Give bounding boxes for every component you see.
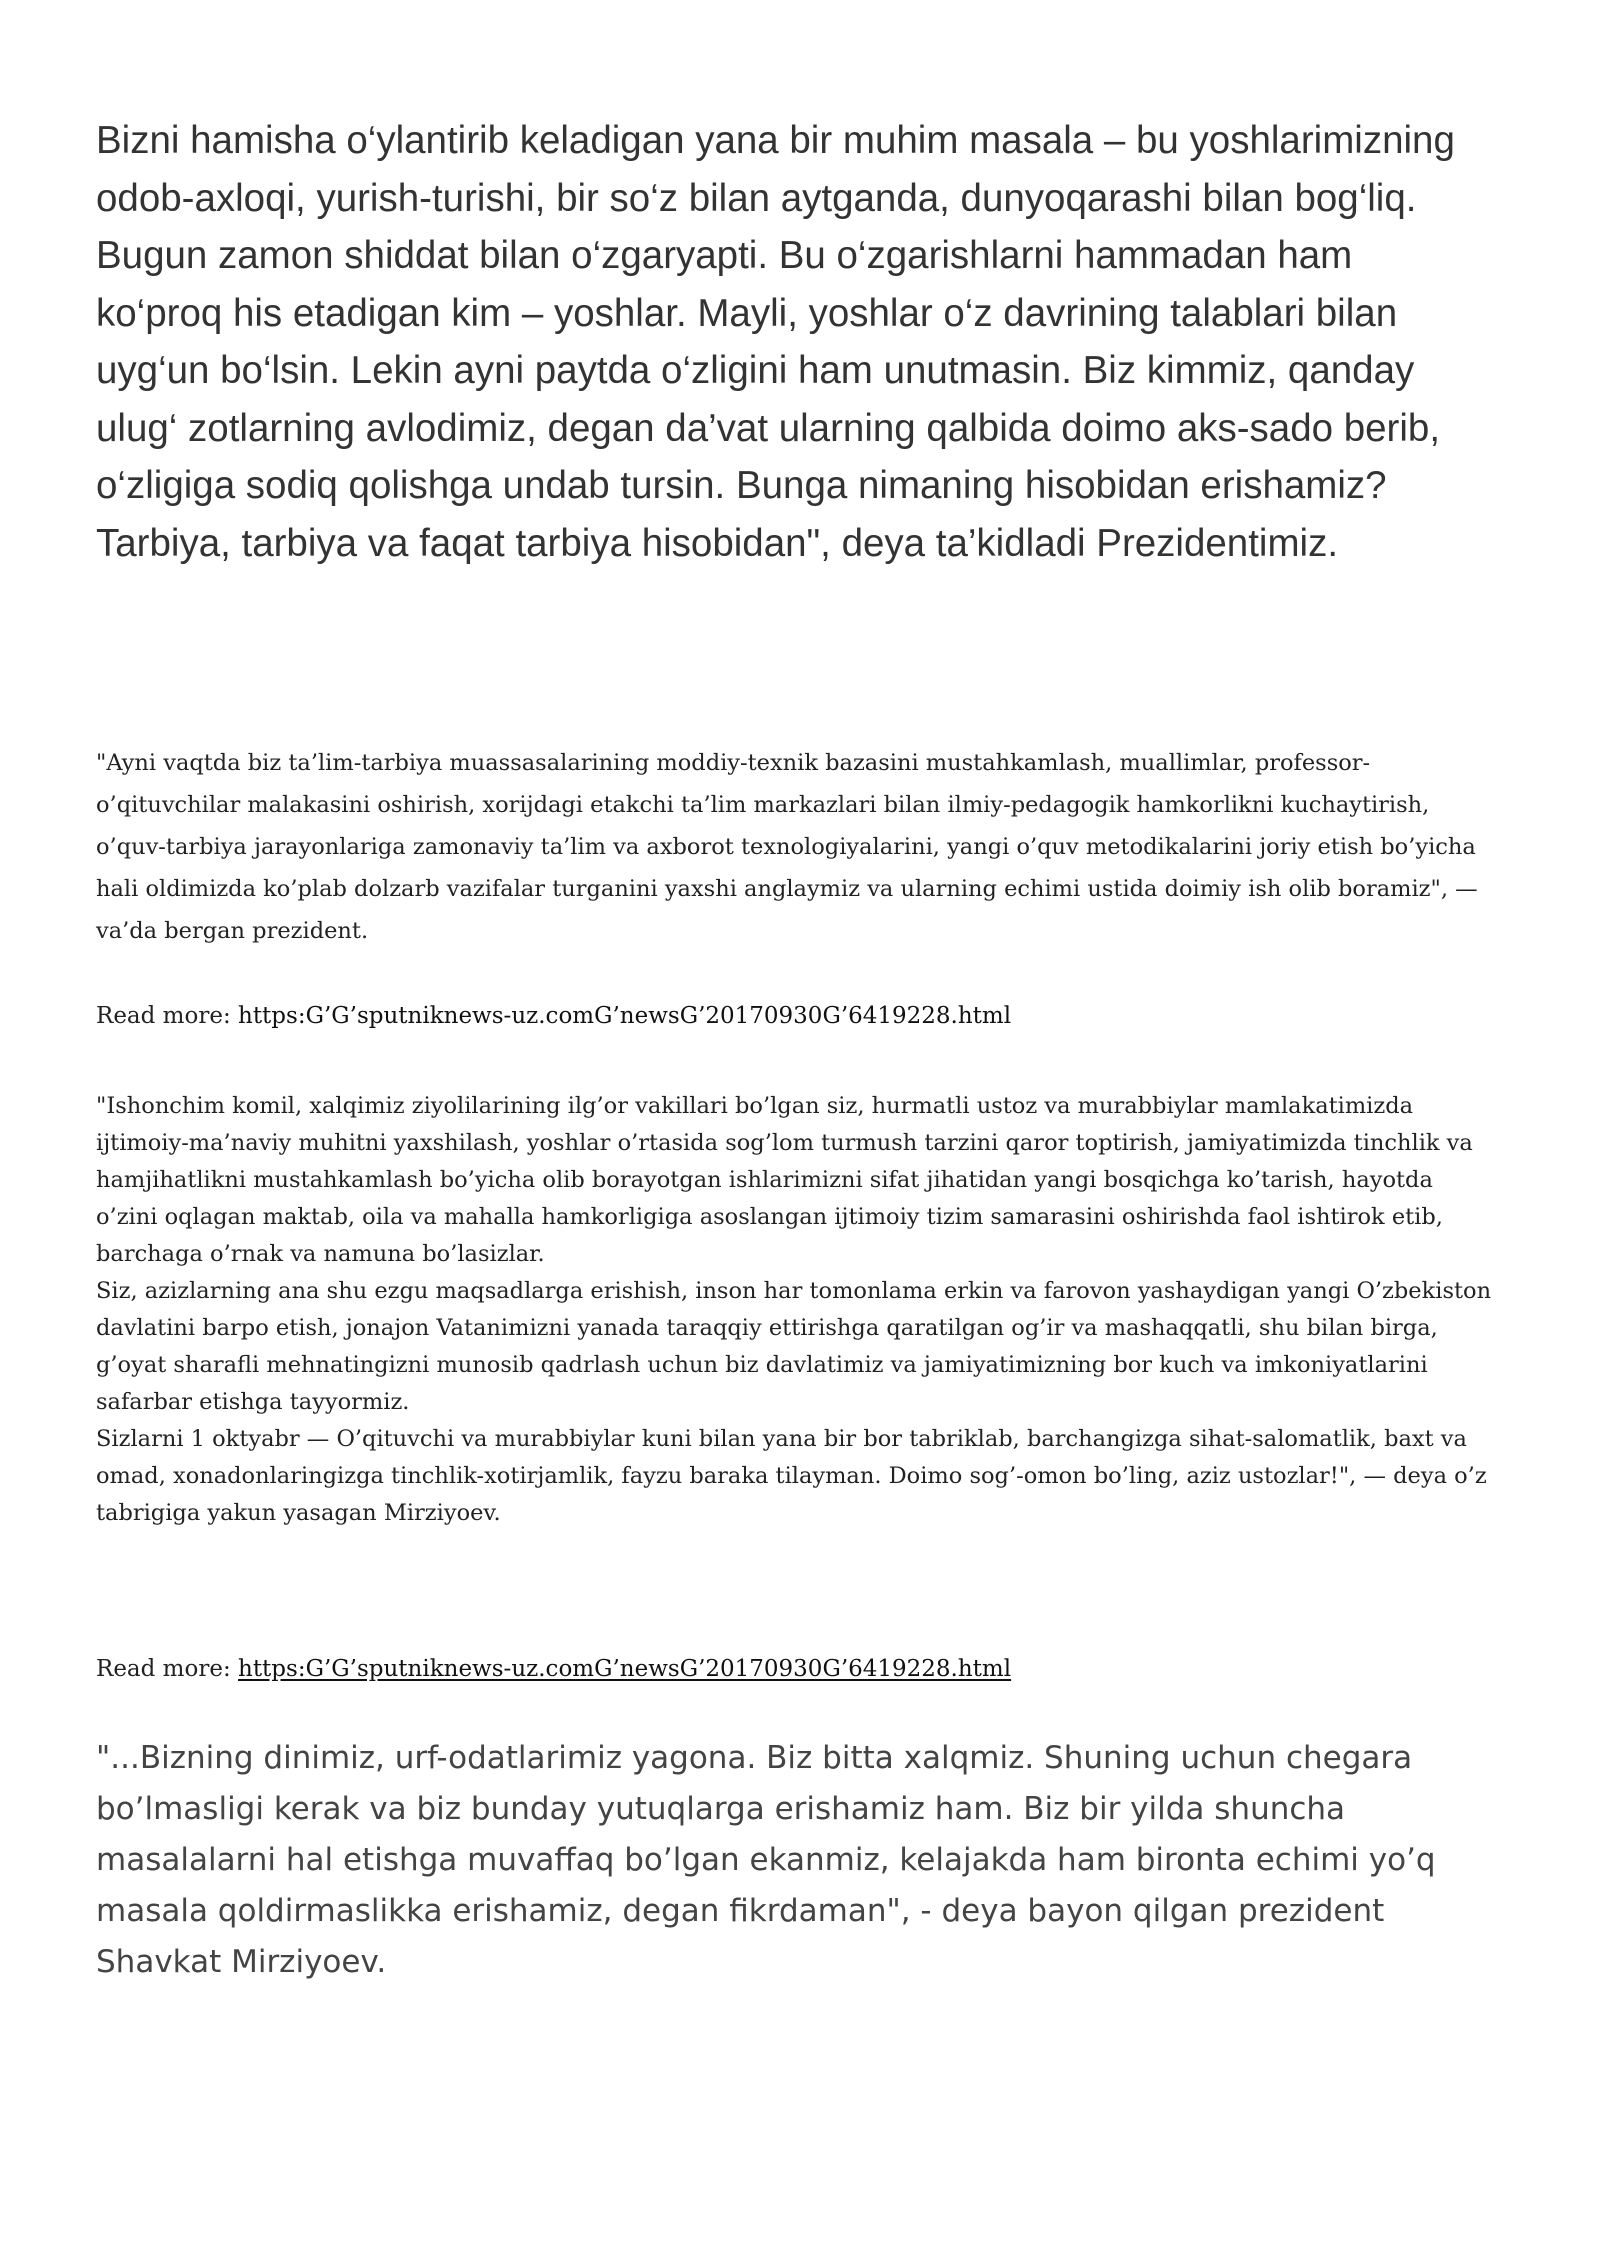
paragraph-education-tasks: "Ayni vaqtda biz ta’lim-tarbiya muassasalarining moddiy-texnik bazasini mustahkamlash, muallimlar, professor-o’qituvchilar malakasini oshirish, xorijdagi etakchi ta’lim markazlari bilan ilmiy-pedagogik hamkorlikni kuchaytirish, o’quv-tarbiya jarayonlariga zamonaviy ta’lim va axborot texnologiyalarini, yangi o’quv metodikalarini joriy etish bo’yicha hali oldimizda ko’plab dolzarb vazifalar turganini yaxshi anglaymiz va ularning echimi ustida doimiy ish olib boramiz", — va’da bergan prezident. bbox=[96, 750, 1478, 944]
greeting-part-3: Sizlarni 1 oktyabr — O’qituvchi va murabbiylar kuni bilan yana bir bor tabriklab, barchangizga sihat-salomatlik, baxt va omad, xonadonlaringizga tinchlik-xotirjamlik, fayzu baraka tilayman. Doimo sog’-omon bo’ling, aziz ustozlar!", — deya o’z tabrigiga yakun yasagan Mirziyoev. bbox=[96, 1426, 1487, 1526]
read-more-label: Read more: bbox=[96, 1656, 238, 1682]
read-more-line-underlined bbox=[96, 1651, 1476, 1687]
greeting-part-2: Siz, azizlarning ana shu ezgu maqsadlarga erishish, inson har tomonlama erkin va farovon yashaydigan yangi O’zbekiston davlatini barpo etish, jonajon Vatanimizni yanada taraqqiy ettirishga qaratilgan og’ir va mashaqqatli, shu bilan birga, g’oyat sharafli mehnatingizni munosib qadrlash uchun biz davlatimiz va jamiyatimizning bor kuch va imkoniyatlarini safarbar etishga tayyormiz. bbox=[96, 1278, 1492, 1415]
paragraph-unity-quote: "...Bizning dinimiz, urf-odatlarimiz yagona. Biz bitta xalqmiz. Shuning uchun chegara bo’lmasligi kerak va biz bunday yutuqlarga erishamiz ham. Biz bir yilda shuncha masalalarni hal etishga muvaffaq bo’lgan ekanmiz, kelajakda ham bironta echimi yo’q masala qoldirmaslikka erishamiz, degan fikrdaman", - deya bayon qilgan prezident Shavkat Mirziyoev. bbox=[96, 1740, 1436, 1980]
read-more-link[interactable]: https:G’G’sputniknews-uz.comG’newsG’20170930G’6419228.html bbox=[238, 1003, 1012, 1029]
paragraph-teachers-day-greeting bbox=[96, 1088, 1496, 1532]
read-more-line bbox=[96, 998, 1476, 1034]
read-more-label: Read more: bbox=[96, 1003, 238, 1029]
greeting-part-1: "Ishonchim komil, xalqimiz ziyolilarining ilg’or vakillari bo’lgan siz, hurmatli ustoz va murabbiylar mamlakatimizda ijtimoiy-ma’naviy muhitni yaxshilash, yoshlar o’rtasida sog’lom turmush tarzini qaror toptirish, jamiyatimizda tinchlik va hamjihatlikni mustahkamlash bo’yicha olib borayotgan ishlarimizni sifat jihatidan yangi bosqichga ko’tarish, hayotda o’zini oqlagan maktab, oila va mahalla hamkorligiga asoslangan ijtimoiy tizim samarasini oshirishda faol ishtirok etib, barchaga o’rnak va namuna bo’lasizlar. bbox=[96, 1093, 1473, 1267]
read-more-link[interactable]: https:G’G’sputniknews-uz.comG’newsG’20170930G’6419228.html bbox=[238, 1656, 1012, 1682]
paragraph-youth-upbringing: Bizni hamisha o‘ylantirib keladigan yana bir muhim masala – bu yoshlarimizning odob-axloqi, yurish-turishi, bir so‘z bilan aytganda, dunyoqarashi bilan bog‘liq. Bugun zamon shiddat bilan o‘zgaryapti. Bu o‘zgarishlarni hammadan ham ko‘proq his etadigan kim – yoshlar. Mayli, yoshlar o‘z davrining talablari bilan uyg‘un bo‘lsin. Lekin ayni paytda o‘zligini ham unutmasin. Biz kimmiz, qanday ulug‘ zotlarning avlodimiz, degan da’vat ularning qalbida doimo aks-sado berib, o‘zligiga sodiq qolishga undab tursin. Bunga nimaning hisobidan erishamiz? Tarbiya, tarbiya va faqat tarbiya hisobidan", deya ta’kidladi Prezidentimiz. bbox=[96, 119, 1455, 565]
